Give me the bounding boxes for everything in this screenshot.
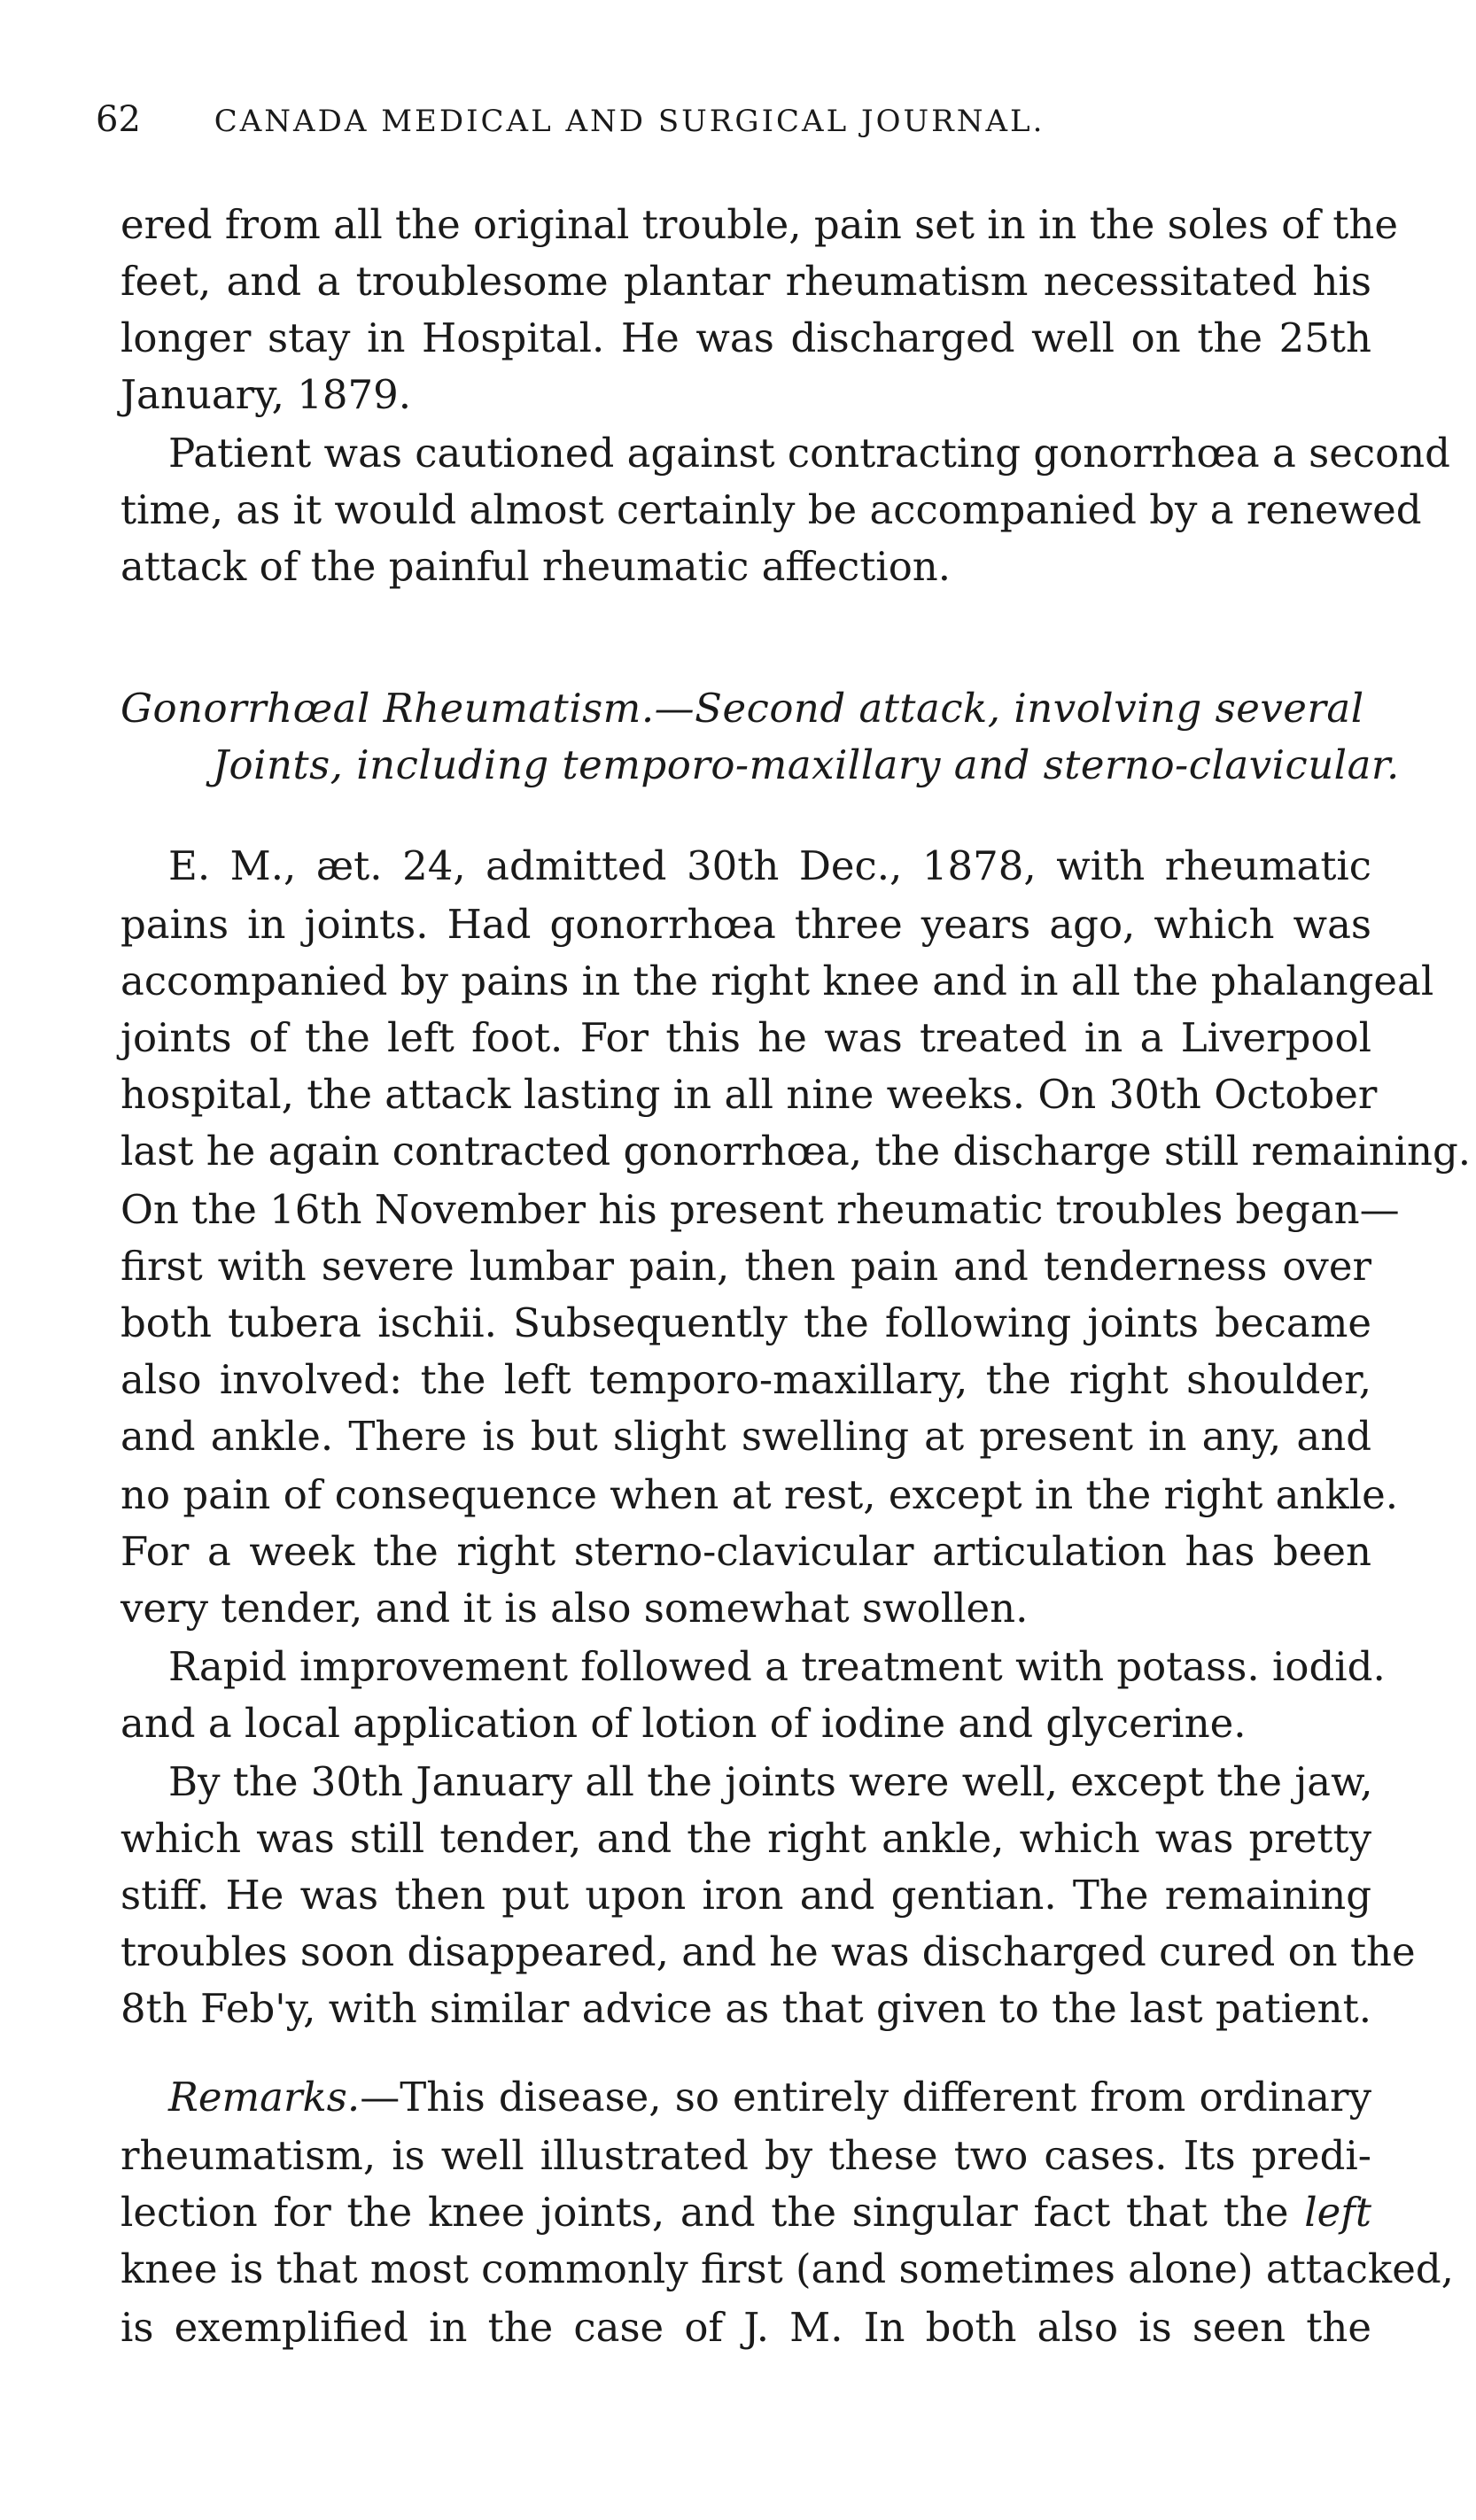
section-heading-line-1: Gonorrhœal Rheumatism.—Second attack, involving several [120,685,1364,732]
page-number: 62 [96,99,141,140]
text-line: Rapid improvement followed a treatment with potass. iodid. [168,1643,1386,1690]
text-line: is exemplified in the case of J. M. In both also is seen the [120,2304,1371,2351]
page-header [96,99,1371,140]
text-line: joints of the left foot. For this he was treated in a Liverpool [120,1014,1371,1061]
text-line: longer stay in Hospital. He was discharged well on the 25th [120,314,1371,361]
text-line: pains in joints. Had gonorrhœa three years ago, which was [120,901,1371,948]
text-line: For a week the right sterno-clavicular articulation has been [120,1528,1371,1575]
text-line: which was still tender, and the right ankle, which was pretty [120,1815,1371,1862]
running-title: CANADA MEDICAL AND SURGICAL JOURNAL. [214,104,1045,139]
remarks-text: —This disease, so entirely different from ordinary [360,2074,1371,2121]
text-line: time, as it would almost certainly be accompanied by a renewed [120,486,1422,533]
text-line: very tender, and it is also somewhat swollen. [120,1585,1029,1632]
text-line: and ankle. There is but slight swelling at present in any, and [120,1413,1371,1460]
remarks-line-3 [120,2186,1371,2239]
remarks-label: Remarks. [168,2074,361,2121]
text-line: no pain of consequence when at rest, except in the right ankle. [120,1471,1399,1518]
text-line: hospital, the attack lasting in all nine weeks. On 30th October [120,1071,1378,1118]
text-line: both tubera ischii. Subsequently the following joints became [120,1299,1371,1346]
remarks-text: lection for the knee joints, and the singular fact that the [120,2189,1305,2236]
text-line: rheumatism, is well illustrated by these two cases. Its predi- [120,2132,1371,2179]
text-line: attack of the painful rheumatic affection. [120,543,952,590]
remarks-emphasis: left [1304,2189,1371,2236]
text-line: E. M., æt. 24, admitted 30th Dec., 1878, with rheumatic [168,842,1371,889]
text-line: stiff. He was then put upon iron and gentian. The remaining [120,1872,1371,1919]
text-line: troubles soon disappeared, and he was discharged cured on the [120,1928,1416,1975]
text-line: On the 16th November his present rheumatic troubles began— [120,1186,1400,1233]
text-line: 8th Feb'y, with similar advice as that given to the last patient. [120,1985,1371,2032]
text-line: and a local application of lotion of iodine and glycerine. [120,1700,1247,1747]
text-line: also involved: the left temporo-maxillary, the right shoulder, [120,1356,1371,1403]
text-line: feet, and a troublesome plantar rheumatism necessitated his [120,258,1371,305]
remarks-line-1 [168,2071,1371,2124]
text-line: knee is that most commonly first (and sometimes alone) attacked, [120,2245,1454,2292]
text-line: ered from all the original trouble, pain set in in the soles of the [120,201,1398,248]
text-line: By the 30th January all the joints were well, except the jaw, [168,1758,1373,1805]
section-heading-line-2: Joints, including temporo-maxillary and sterno-clavicular. [213,741,1400,788]
text-line: first with severe lumbar pain, then pain and tenderness over [120,1243,1371,1290]
text-line: Patient was cautioned against contracting gonorrhœa a second [168,430,1450,477]
text-line: accompanied by pains in the right knee and in all the phalangeal [120,958,1434,1004]
text-line: last he again contracted gonorrhœa, the discharge still remaining. [120,1128,1472,1175]
text-line: January, 1879. [120,371,412,418]
